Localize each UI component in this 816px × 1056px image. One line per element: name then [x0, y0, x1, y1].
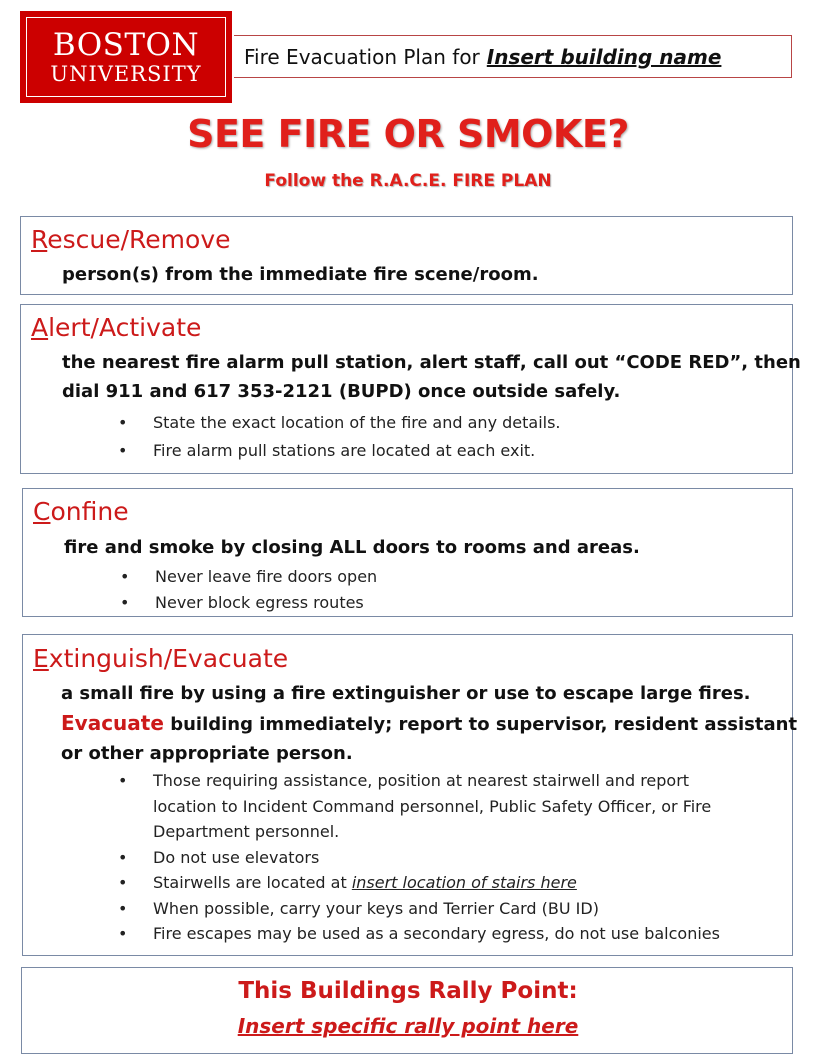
stairs-location-placeholder: insert location of stairs here — [351, 873, 577, 892]
confine-section — [22, 488, 793, 617]
extinguish-text-line-1: a small fire by using a fire extinguisher or use to escape large fires. — [61, 683, 751, 704]
rescue-heading-initial: R — [31, 225, 48, 254]
list-item — [118, 870, 720, 896]
extinguish-heading — [33, 644, 288, 673]
confine-heading-rest: onfine — [50, 497, 129, 526]
evacuate-text: building immediately; report to supervisor, resident assistant — [170, 714, 798, 735]
list-item: • State the exact location of the fire and any details. — [118, 409, 561, 437]
rescue-section — [20, 216, 793, 295]
extinguish-heading-rest: xtinguish/Evacuate — [48, 644, 289, 673]
logo-line-boston: BOSTON — [52, 27, 200, 63]
evacuate-word: Evacuate — [61, 711, 164, 735]
rescue-heading — [31, 225, 231, 254]
rally-point-placeholder: Insert specific rally point here — [237, 1014, 579, 1038]
confine-heading — [33, 497, 129, 526]
confine-heading-initial: C — [33, 497, 51, 526]
building-name-placeholder: Insert building name — [486, 44, 722, 69]
extinguish-bullet-list — [118, 768, 720, 947]
alert-section — [20, 304, 801, 474]
bullet-line: Those requiring assistance, position at nearest stairwell and report — [153, 771, 690, 790]
boston-university-logo — [20, 11, 232, 103]
bullet-line: location to Incident Command personnel, Public Safety Officer, or Fire — [153, 796, 712, 816]
rescue-text: person(s) from the immediate fire scene/room. — [62, 264, 539, 285]
alert-heading-initial: A — [31, 313, 49, 342]
list-item: • Never leave fire doors open — [120, 564, 377, 590]
alert-text-line-2: dial 911 and 617 353-2121 (BUPD) once outside safely. — [62, 381, 621, 402]
subheadline: Follow the R.A.C.E. FIRE PLAN — [264, 171, 552, 191]
logo-line-university: UNIVERSITY — [50, 62, 202, 86]
alert-heading — [31, 313, 201, 342]
logo-frame — [26, 17, 226, 97]
rescue-heading-rest: escue/Remove — [47, 225, 231, 254]
confine-bullet-list — [120, 564, 377, 616]
extinguish-text-line-3: or other appropriate person. — [61, 743, 353, 764]
alert-bullet-list — [118, 409, 561, 465]
document-title — [234, 35, 792, 78]
alert-heading-rest: lert/Activate — [48, 313, 202, 342]
list-item: • Do not use elevators — [118, 845, 720, 871]
evacuate-text-line — [61, 711, 797, 735]
extinguish-heading-initial: E — [33, 644, 49, 673]
list-item — [118, 768, 720, 845]
extinguish-section — [22, 634, 798, 956]
title-prefix: Fire Evacuation Plan for — [244, 44, 480, 69]
list-item: • Never block egress routes — [120, 590, 377, 616]
confine-text: fire and smoke by closing ALL doors to rooms and areas. — [64, 537, 640, 558]
rally-point-section — [21, 967, 793, 1054]
list-item: • When possible, carry your keys and Terrier Card (BU ID) — [118, 896, 720, 922]
headline: SEE FIRE OR SMOKE? — [187, 112, 629, 156]
alert-text-line-1: the nearest fire alarm pull station, alert staff, call out “CODE RED”, then — [62, 352, 801, 373]
stairwell-prefix: Stairwells are located at — [153, 873, 347, 892]
bullet-line: Department personnel. — [153, 822, 340, 841]
list-item: • Fire escapes may be used as a secondary egress, do not use balconies — [118, 921, 720, 947]
list-item: • Fire alarm pull stations are located at each exit. — [118, 437, 561, 465]
rally-point-title: This Buildings Rally Point: — [238, 978, 578, 1004]
